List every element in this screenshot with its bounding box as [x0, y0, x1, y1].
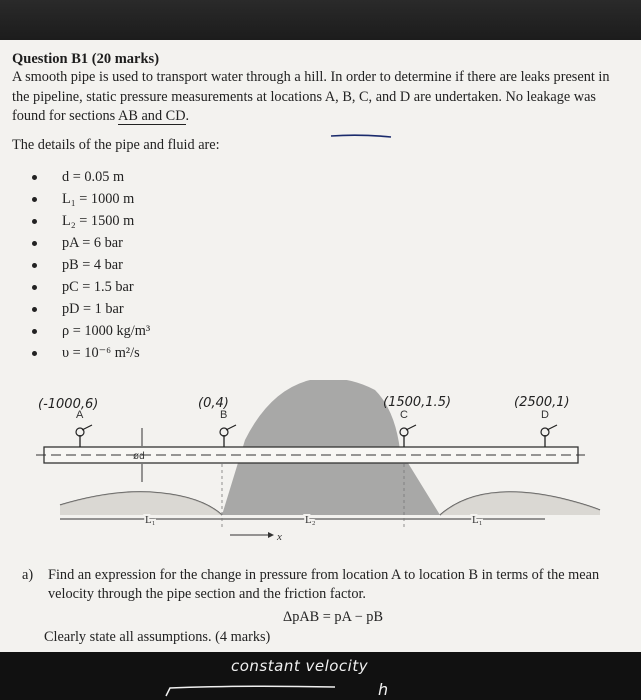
question-intro [12, 68, 630, 127]
param-l1: L₁ = 1000 m [28, 188, 150, 210]
ground-fill-right [440, 492, 600, 515]
handwritten-note: constant velocity [231, 657, 369, 675]
coord-b: (0,4) [198, 396, 229, 411]
x-label: x [277, 531, 282, 543]
part-a-formula: ΔpAB = pA − pB [283, 609, 383, 625]
param-l2: L₂ = 1500 m [28, 210, 150, 232]
coord-d: (2500,1) [514, 395, 570, 410]
intro-end: . [185, 108, 190, 124]
intro-underlined: AB and CD [118, 108, 186, 124]
part-a-assumptions: Clearly state all assumptions. (4 marks) [44, 629, 271, 645]
handwritten-note-2: h [378, 680, 389, 699]
pipe-diagram [0, 380, 641, 560]
x-axis-arrowhead [268, 532, 274, 538]
intro-text: A smooth pipe is used to transport water through a hill. In order to determine if there are leaks present in the pipeline, static pressure measurements at locations A, B, C, and D are undertaken. No leakage was found for sections [12, 69, 610, 124]
gauge-a [76, 425, 92, 447]
ink-underline-mark [330, 134, 392, 138]
param-pd: pD = 1 bar [28, 298, 150, 320]
label-c: C [400, 409, 408, 421]
param-rho: ρ = 1000 kg/m³ [28, 320, 150, 342]
part-a-text: Find an expression for the change in pressure from location A to location B in terms of the mean velocity through the pipe section and the friction factor. [48, 567, 600, 602]
param-pc: pC = 1.5 bar [28, 276, 150, 298]
l1-label-left: L₁ [145, 514, 156, 526]
param-d: d = 0.05 m [28, 166, 150, 188]
ground-fill-left [60, 492, 222, 515]
label-d: D [541, 409, 549, 421]
gauge-b [220, 425, 236, 447]
diameter-label: ød [133, 451, 145, 462]
top-shadow [0, 0, 641, 40]
question-title: Question B1 (20 marks) [12, 51, 160, 67]
part-a-label: a) [22, 567, 34, 583]
gauge-d [541, 425, 557, 447]
l2-label: L₂ [305, 514, 316, 526]
coord-a: (-1000,6) [38, 397, 99, 412]
param-nu: υ = 10⁻⁶ m²/s [28, 342, 150, 364]
label-a: A [76, 409, 84, 421]
label-b: B [220, 409, 228, 421]
details-heading: The details of the pipe and fluid are: [12, 137, 220, 153]
gauge-c [400, 425, 416, 447]
l1-label-right: L₁ [472, 514, 483, 526]
coord-c: (1500,1.5) [383, 395, 452, 410]
parameter-list [28, 166, 150, 364]
part-a [22, 566, 628, 604]
handwritten-stroke [160, 684, 340, 698]
param-pa: pA = 6 bar [28, 232, 150, 254]
param-pb: pB = 4 bar [28, 254, 150, 276]
